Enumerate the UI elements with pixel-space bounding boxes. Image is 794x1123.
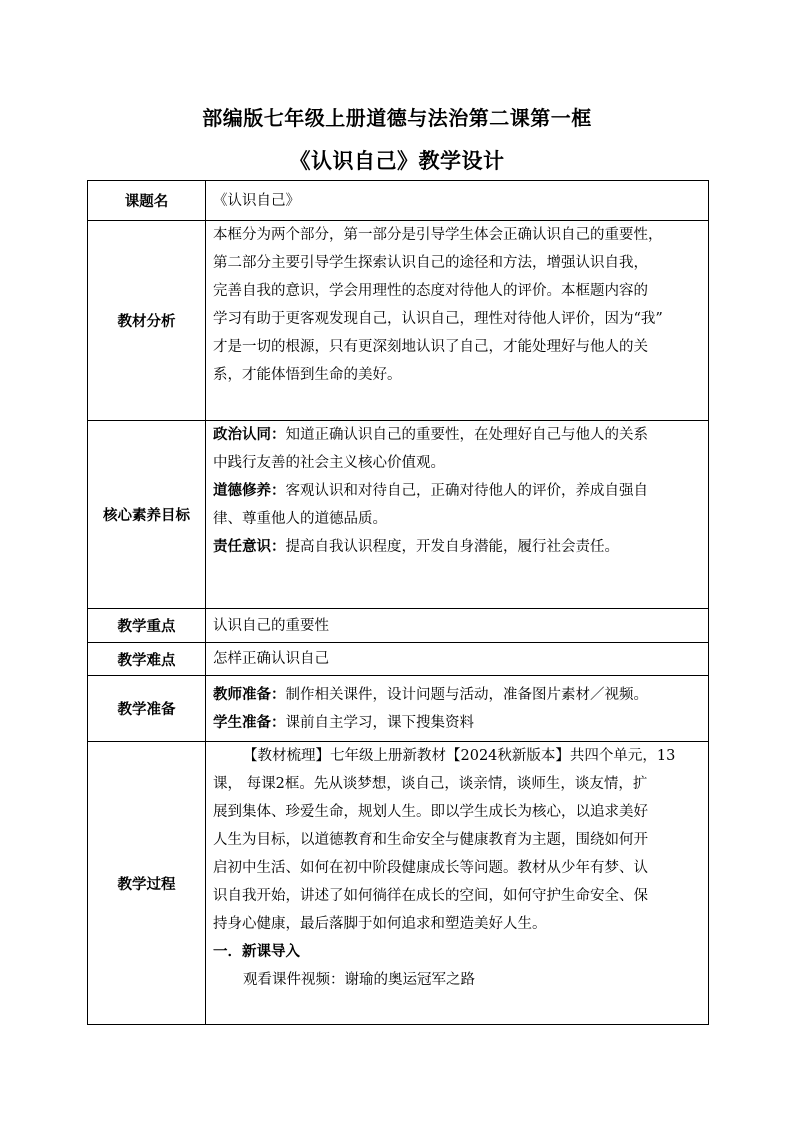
material-line: 才是一切的根源，只有更深刻地认识了自己，才能处理好与他人的关: [213, 339, 648, 355]
row-focus: [88, 609, 709, 643]
label-material: 教材分析: [88, 221, 206, 421]
prep-student: [213, 709, 702, 737]
prep-teacher-key: 教师准备：: [213, 686, 286, 703]
doc-title-line1: 部编版七年级上册道德与法治第二课第一框: [202, 106, 592, 130]
goal-responsibility-line1: [213, 533, 702, 561]
label-process: 教学过程: [88, 742, 206, 1025]
row-process: [88, 742, 709, 1025]
doc-title-line2: 《认识自己》教学设计: [289, 148, 505, 173]
goal-moral-key: 道德修养：: [213, 483, 286, 499]
value-prep: [206, 676, 709, 742]
prep-teacher: [213, 681, 702, 709]
material-line: 学习有助于更客观发现自己，认识自己，理性对待他人评价，因为“我”: [213, 311, 663, 327]
goal-moral-text: 客观认识和对待自己，正确对待他人的评价，养成自强自: [285, 483, 648, 499]
value-process: [206, 742, 709, 1025]
goal-political-line1: [213, 421, 702, 449]
row-difficulty: [88, 643, 709, 676]
process-line: 课， 每课2框。先从谈梦想，谈自己，谈亲情，谈师生，谈友情，扩: [213, 776, 648, 792]
label-focus: 教学重点: [88, 609, 206, 643]
label-topic: 课题名: [88, 181, 206, 221]
process-line: 展到集体、珍爱生命，规划人生。即以学生成长为核心，以追求美好: [213, 804, 648, 820]
section-heading-intro: 一．新课导入: [213, 944, 300, 960]
goal-moral-line1: [213, 477, 702, 505]
value-topic: 《认识自己》: [206, 181, 709, 221]
goal-political-text: 知道正确认识自己的重要性，在处理好自己与他人的关系: [285, 427, 648, 443]
row-material: [88, 221, 709, 421]
process-line: 持身心健康，最后落脚于如何追求和塑造美好人生。: [213, 916, 547, 932]
label-prep: 教学准备: [88, 676, 206, 742]
prep-student-text: 课前自主学习，课下搜集资料: [285, 714, 474, 731]
row-topic: [88, 181, 709, 221]
goal-political-key: 政治认同：: [213, 427, 286, 443]
label-goals: 核心素养目标: [88, 421, 206, 609]
process-line: 识自我开始，讲述了如何徜徉在成长的空间，如何守护生命安全、保: [213, 888, 648, 904]
goal-political-line2: 中践行友善的社会主义核心价值观。: [213, 455, 445, 471]
value-focus: 认识自己的重要性: [206, 609, 709, 643]
goal-moral-line2: 律、尊重他人的道德品质。: [213, 511, 387, 527]
value-goals: [206, 421, 709, 609]
goal-responsibility-key: 责任意识：: [213, 539, 286, 555]
material-line: 完善自我的意识，学会用理性的态度对待他人的评价。本框题内容的: [213, 283, 648, 299]
process-line: 启初中生活、如何在初中阶段健康成长等问题。教材从少年有梦、认: [213, 860, 648, 876]
material-line: 本框分为两个部分，第一部分是引导学生体会正确认识自己的重要性，: [213, 227, 663, 243]
material-line: 系，才能体悟到生命的美好。: [213, 367, 402, 383]
row-goals: [88, 421, 709, 609]
material-line: 第二部分主要引导学生探索认识自己的途径和方法，增强认识自我，: [213, 255, 648, 271]
row-prep: [88, 676, 709, 742]
value-difficulty: 怎样正确认识自己: [206, 643, 709, 676]
intro-video-line: 观看课件视频：谢瑜的奥运冠军之路: [243, 972, 475, 988]
label-difficulty: 教学难点: [88, 643, 206, 676]
value-material: [206, 221, 709, 421]
goal-responsibility-text: 提高自我认识程度，开发自身潜能，履行社会责任。: [285, 539, 619, 555]
lesson-plan-table: [87, 180, 709, 1025]
process-line: 【教材梳理】七年级上册新教材【2024秋新版本】共四个单元，13: [243, 748, 676, 764]
process-line: 人生为目标，以道德教育和生命安全与健康教育为主题，围绕如何开: [213, 832, 648, 848]
prep-student-key: 学生准备：: [213, 714, 286, 731]
prep-teacher-text: 制作相关课件，设计问题与活动，准备图片素材／视频。: [285, 686, 648, 703]
